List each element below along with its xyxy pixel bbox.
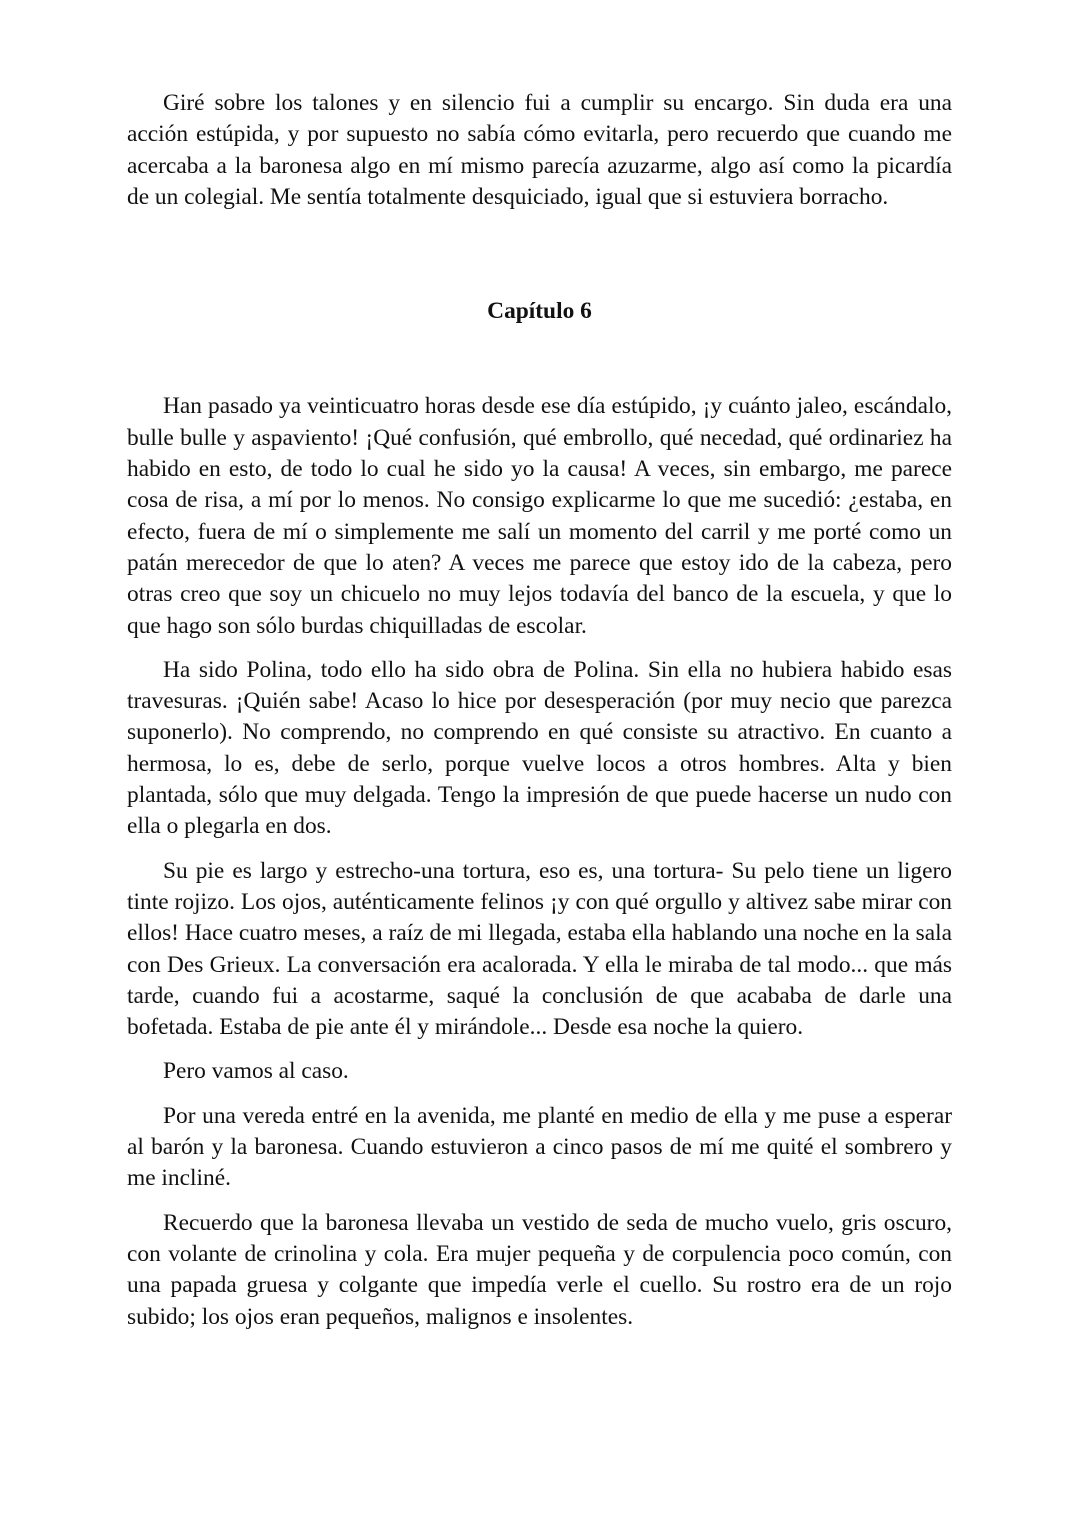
paragraph: Su pie es largo y estrecho-una tortura, eso es, una tortura- Su pelo tiene un ligero tinte rojizo. Los ojos, auténticamente felinos ¡y con qué orgullo y altivez sabe mirar con ellos! Hace cuatro meses, a raíz de mi llegada, estaba ella hablando una noche en la sala con Des Grieux. La conversación era acalorada. Y ella le miraba de tal modo... que más tarde, cuando fui a acostarme, saqué la conclusión de que acababa de darle una bofetada. Estaba de pie ante él y mirándole... Desde esa noche la quiero. (127, 857, 952, 1041)
paragraph: Ha sido Polina, todo ello ha sido obra de Polina. Sin ella no hubiera habido esas travesuras. ¡Quién sabe! Acaso lo hice por desesperación (por muy necio que parezca suponerlo). No comprendo, no comprendo en qué consiste su atractivo. En cuanto a hermosa, lo es, debe de serlo, porque vuelve locos a otros hombres. Alta y bien plantada, sólo que muy delgada. Tengo la impresión de que puede hacerse un nudo con ella o plegarla en dos. (127, 656, 952, 840)
paragraph: Han pasado ya veinticuatro horas desde ese día estúpido, ¡y cuánto jaleo, escándalo, bulle bulle y aspaviento! ¡Qué confusión, qué embrollo, qué necedad, qué ordinariez ha habido en esto, de todo lo cual he sido yo la causa! A veces, sin embargo, me parece cosa de risa, a mí por lo menos. No consigo explicarme lo que me sucedió: ¿estaba, en efecto, fuera de mí o simplemente me salí un momento del carril y me porté como un patán merecedor de que lo aten? A veces me parece que estoy ido de la cabeza, pero otras creo que soy un chicuelo no muy lejos todavía del banco de la escuela, y que lo que hago son sólo burdas chiquilladas de escolar. (127, 393, 952, 639)
document-page (127, 88, 952, 1346)
paragraph: Por una vereda entré en la avenida, me planté en medio de ella y me puse a esperar al barón y la baronesa. Cuando estuvieron a cinco pasos de mí me quité el sombrero y me incliné. (127, 1102, 952, 1192)
paragraph: Pero vamos al caso. (163, 1058, 349, 1085)
paragraph: Recuerdo que la baronesa llevaba un vestido de seda de mucho vuelo, gris oscuro, con volante de crinolina y cola. Era mujer pequeña y de corpulencia poco común, con una papada gruesa y colgante que impedía verle el cuello. Su rostro era de un rojo subido; los ojos eran pequeños, malignos e insolentes. (127, 1209, 952, 1330)
chapter-title: Capítulo 6 (487, 298, 592, 325)
paragraph: Giré sobre los talones y en silencio fui a cumplir su encargo. Sin duda era una acción estúpida, y por supuesto no sabía cómo evitarla, pero recuerdo que cuando me acercaba a la baronesa algo en mí mismo parecía azuzarme, algo así como la picardía de un colegial. Me sentía totalmente desquiciado, igual que si estuviera borracho. (127, 90, 952, 210)
